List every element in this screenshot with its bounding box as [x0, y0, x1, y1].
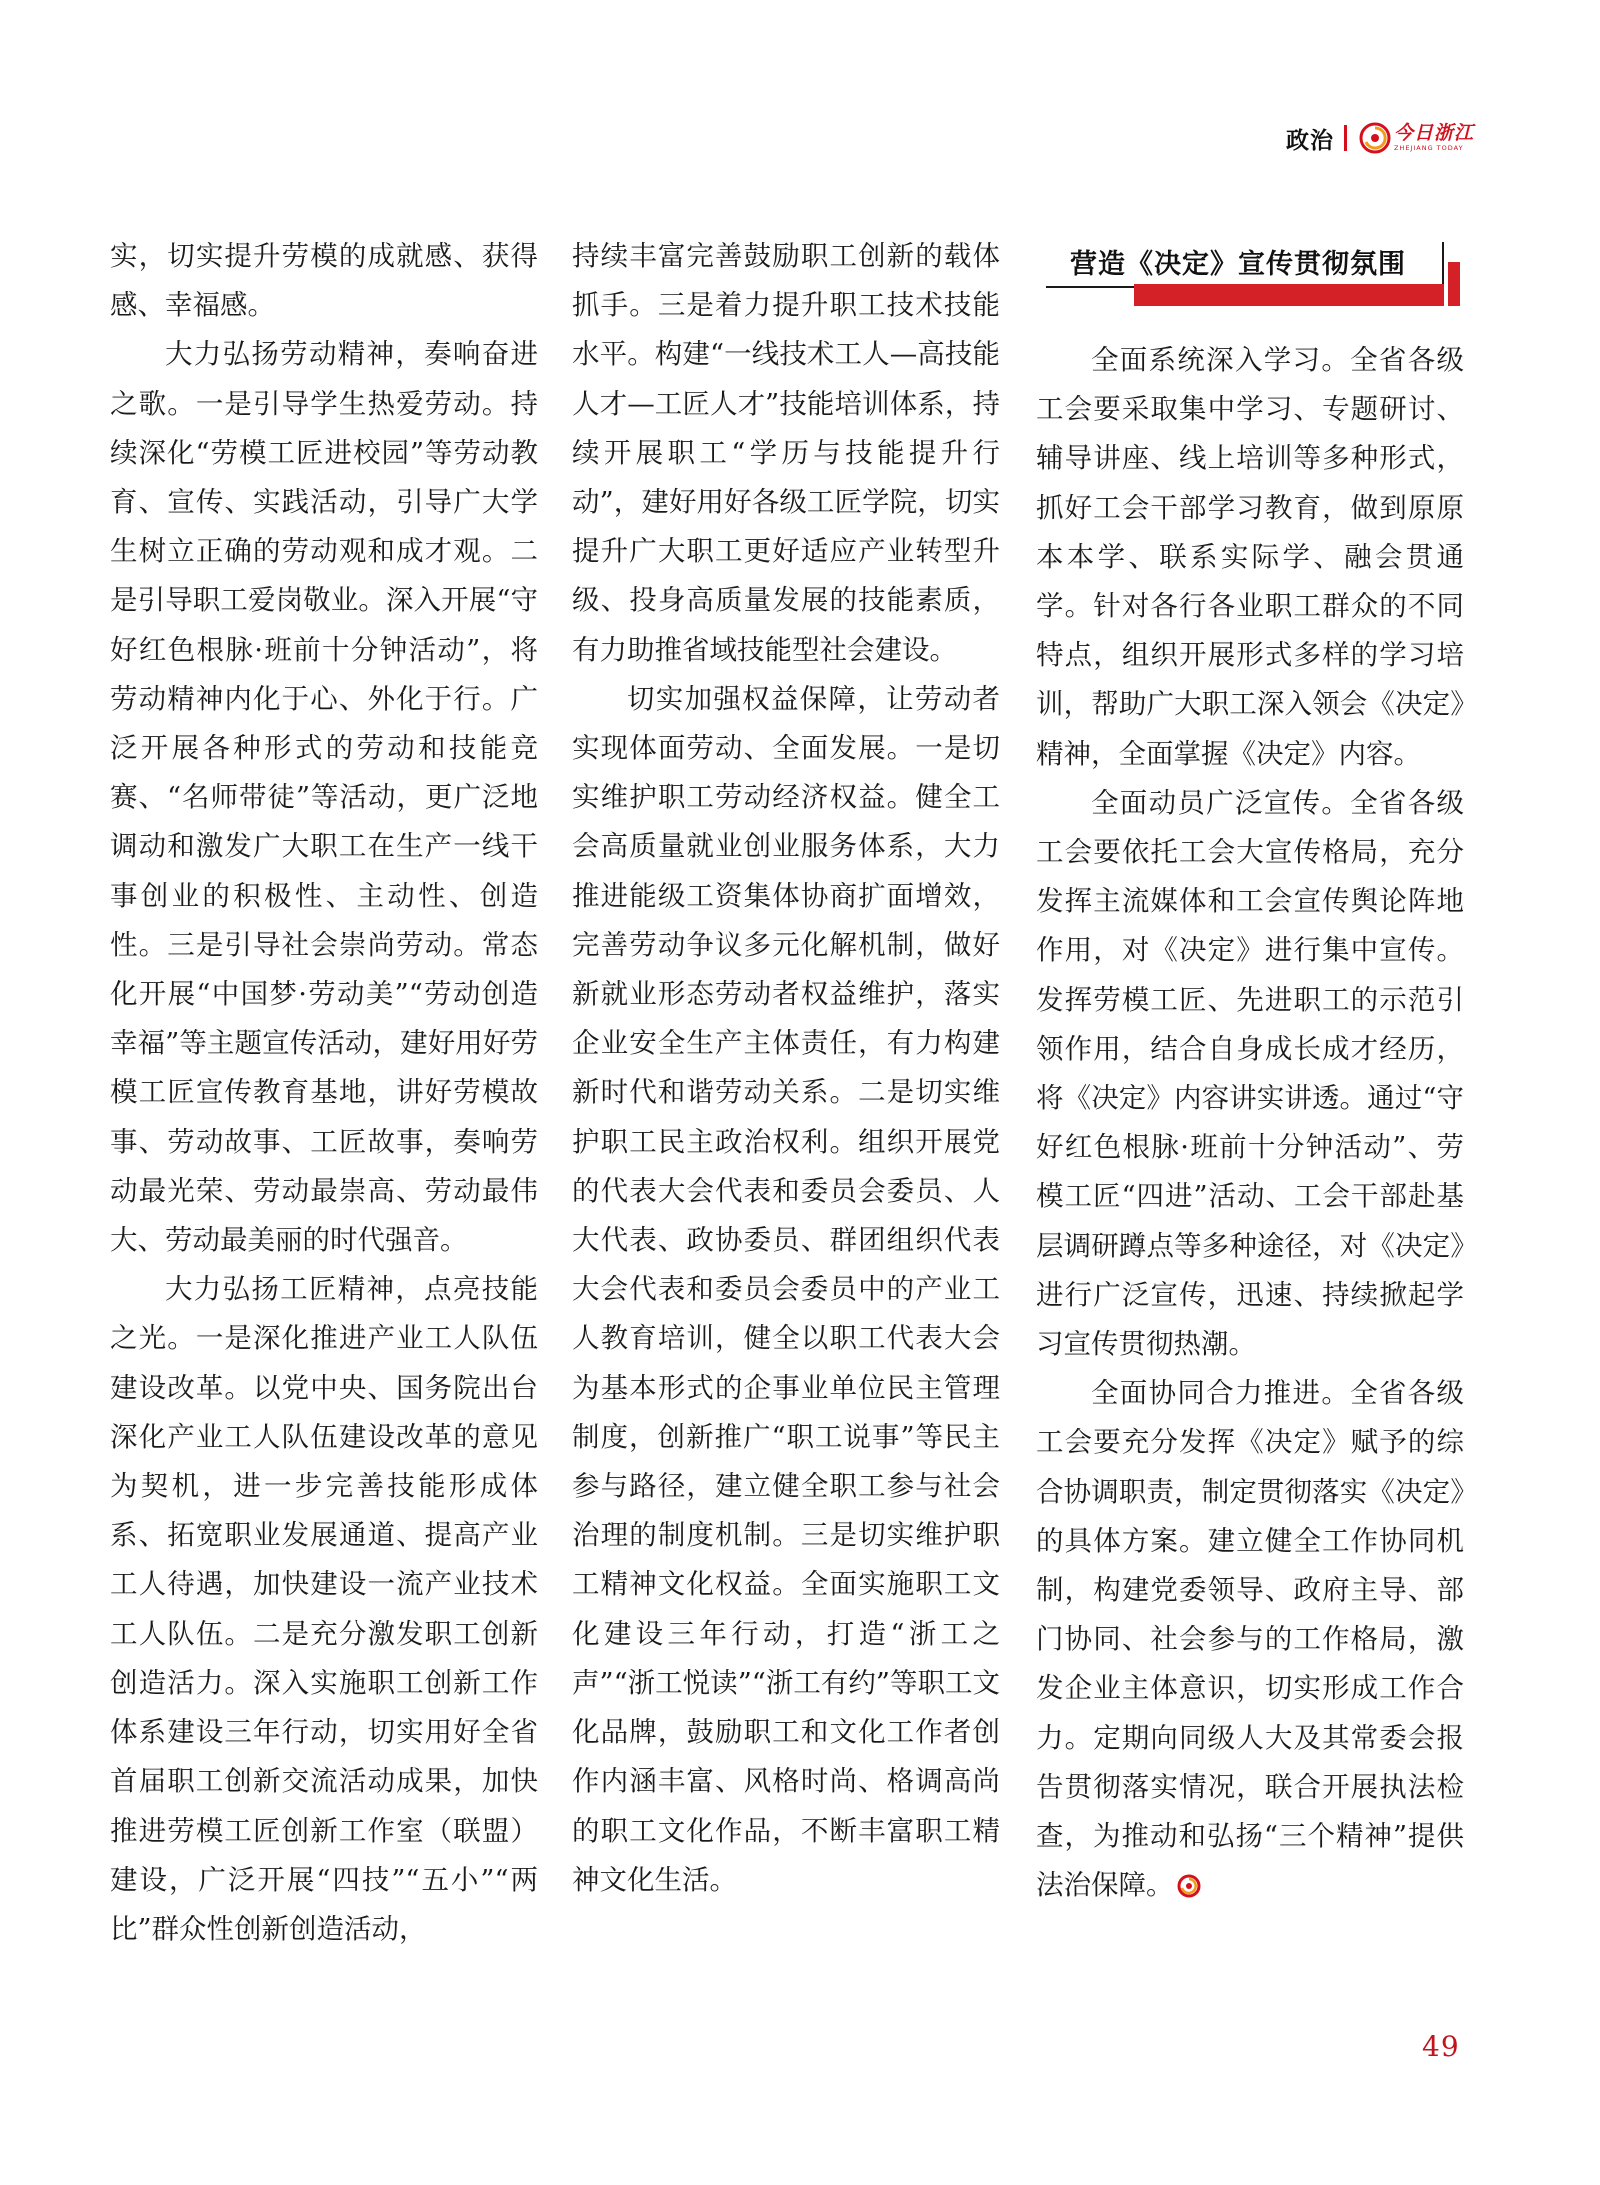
page-number: 49 [1422, 2030, 1460, 2063]
heading-text: 营造《决定》宣传贯彻氛围 [1070, 249, 1406, 280]
paragraph: 切实加强权益保障，让劳动者实现体面劳动、全面发展。一是切实维护职工劳动经济权益。健全工会高质量就业创业服务体系，大力推进能级工资集体协商扩面增效，完善劳动争议多元化解机制，做好新就业形态劳动者权益维护，落实企业安全生产主体责任，有力构建新时代和谐劳动关系。二是切实维护职工民主政治权利。组织开展党的代表大会代表和委员会委员、人大代表、政协委员、群团组织代表大会代表和委员会委员中的产业工人教育培训，健全以职工代表大会为基本形式的企事业单位民主管理制度，创新推广“职工说事”等民主参与路径，建立健全职工参与社会治理的制度机制。三是切实维护职工精神文化权益。全面实施职工文化建设三年行动，打造“浙工之声”“浙工悦读”“浙工有约”等职工文化品牌，鼓励职工和文化工作者创作内涵丰富、风格时尚、格调高尚的职工文化作品，不断丰富职工精神文化生活。 [572, 682, 1000, 1896]
paragraph: 全面协同合力推进。全省各级工会要充分发挥《决定》赋予的综合协调职责，制定贯彻落实《决定》的具体方案。建立健全工作协同机制，构建党委领导、政府主导、部门协同、社会参与的工作格局，激发企业主体意识，切实形成工作合力。定期向同级人大及其常委会报告贯彻落实情况，联合开展执法检查，为推动和弘扬“三个精神”提供法治保障。 [1036, 1377, 1464, 1902]
end-mark-icon [1176, 1873, 1202, 1899]
column-1 [110, 232, 538, 1954]
section-label: 政治 [1285, 127, 1334, 154]
column-3 [1036, 336, 1464, 1911]
header-divider [1344, 125, 1347, 151]
magazine-logo [1359, 122, 1474, 154]
paragraph: 持续丰富完善鼓励职工创新的载体抓手。三是着力提升职工技术技能水平。构建“一线技术工人—高技能人才—工匠人才”技能培训体系，持续开展职工“学历与技能提升行动”，建好用好各级工匠学院，切实提升广大职工更好适应产业转型升级、投身高质量发展的技能素质，有力助推省域技能型社会建设。 [572, 240, 1000, 666]
paragraph: 实，切实提升劳模的成就感、获得感、幸福感。 [110, 240, 538, 322]
section-heading [1044, 238, 1460, 310]
paragraph: 大力弘扬劳动精神，奏响奋进之歌。一是引导学生热爱劳动。持续深化“劳模工匠进校园”等劳动教育、宣传、实践活动，引导广大学生树立正确的劳动观和成才观。二是引导职工爱岗敬业。深入开展“守好红色根脉·班前十分钟活动”，将劳动精神内化于心、外化于行。广泛开展各种形式的劳动和技能竞赛、“名师带徒”等活动，更广泛地调动和激发广大职工在生产一线干事创业的积极性、主动性、创造性。三是引导社会崇尚劳动。常态化开展“中国梦·劳动美”“劳动创造幸福”等主题宣传活动，建好用好劳模工匠宣传教育基地，讲好劳模故事、劳动故事、工匠故事，奏响劳动最光荣、劳动最崇高、劳动最伟大、劳动最美丽的时代强音。 [110, 338, 538, 1257]
swirl-logo-icon [1359, 122, 1391, 154]
heading-red-bar [1134, 284, 1444, 306]
column-2 [572, 232, 1000, 1905]
logo-chinese-text: 今日浙江 [1393, 122, 1474, 145]
paragraph: 全面动员广泛宣传。全省各级工会要依托工会大宣传格局，充分发挥主流媒体和工会宣传舆论阵地作用，对《决定》进行集中宣传。发挥劳模工匠、先进职工的示范引领作用，结合自身成长成才经历，将《决定》内容讲实讲透。通过“守好红色根脉·班前十分钟活动”、劳模工匠“四进”活动、工会干部赴基层调研蹲点等多种途径，对《决定》进行广泛宣传，迅速、持续掀起学习宣传贯彻热潮。 [1036, 786, 1464, 1361]
paragraph: 全面系统深入学习。全省各级工会要采取集中学习、专题研讨、辅导讲座、线上培训等多种形式，抓好工会干部学习教育，做到原原本本学、联系实际学、融会贯通学。针对各行各业职工群众的不同特点，组织开展形式多样的学习培训，帮助广大职工深入领会《决定》精神，全面掌握《决定》内容。 [1036, 344, 1464, 770]
logo-english-text: ZHEJIANG TODAY [1393, 144, 1464, 153]
heading-red-corner [1448, 262, 1460, 306]
page-header [1286, 118, 1474, 158]
paragraph: 大力弘扬工匠精神，点亮技能之光。一是深化推进产业工人队伍建设改革。以党中央、国务院出台深化产业工人队伍建设改革的意见为契机，进一步完善技能形成体系、拓宽职业发展通道、提高产业工人待遇，加快建设一流产业技术工人队伍。二是充分激发职工创新创造活力。深入实施职工创新工作体系建设三年行动，切实用好全省首届职工创新交流活动成果，加快推进劳模工匠创新工作室（联盟）建设，广泛开展“四技”“五小”“两比”群众性创新创造活动， [110, 1273, 538, 1945]
